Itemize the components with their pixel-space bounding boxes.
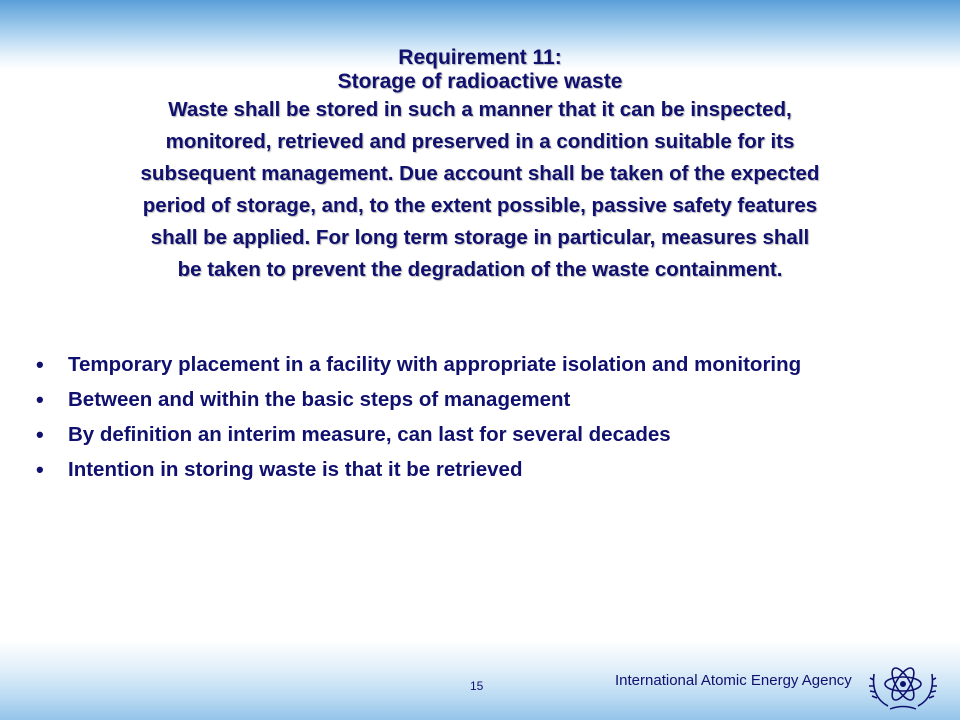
bullet-dot: • [36, 352, 44, 377]
bullet-list [32, 352, 912, 492]
bullet-item [32, 387, 912, 413]
bullet-item [32, 457, 912, 483]
bullet-dot: • [36, 457, 44, 482]
statement-line: period of storage, and, to the extent possible, passive safety features [142, 194, 818, 217]
requirement-statement [20, 94, 940, 286]
bullet-text: Intention in storing waste is that it be retrieved [68, 458, 523, 481]
bullet-item [32, 422, 912, 448]
bullet-text: Temporary placement in a facility with appropriate isolation and monitoring [68, 353, 802, 376]
statement-line: be taken to prevent the degradation of the waste containment. [177, 258, 783, 281]
statement-line: subsequent management. Due account shall be taken of the expected [140, 162, 820, 185]
bullet-text: Between and within the basic steps of management [68, 388, 571, 411]
page-number: 15 [470, 679, 484, 693]
statement-line: monitored, retrieved and preserved in a condition suitable for its [165, 130, 795, 153]
iaea-atom-wreath-icon [868, 654, 938, 714]
statement-line: Waste shall be stored in such a manner that it can be inspected, [168, 98, 792, 121]
bullet-text: By definition an interim measure, can last for several decades [68, 423, 671, 446]
bullet-dot: • [36, 387, 44, 412]
bullet-item [32, 352, 912, 378]
requirement-title: Requirement 11: [398, 46, 562, 69]
slide-title-block [20, 46, 940, 286]
agency-name: International Atomic Energy Agency [615, 672, 852, 689]
statement-line: shall be applied. For long term storage in particular, measures shall [150, 226, 810, 249]
bullet-dot: • [36, 422, 44, 447]
requirement-subtitle: Storage of radioactive waste [337, 70, 623, 93]
